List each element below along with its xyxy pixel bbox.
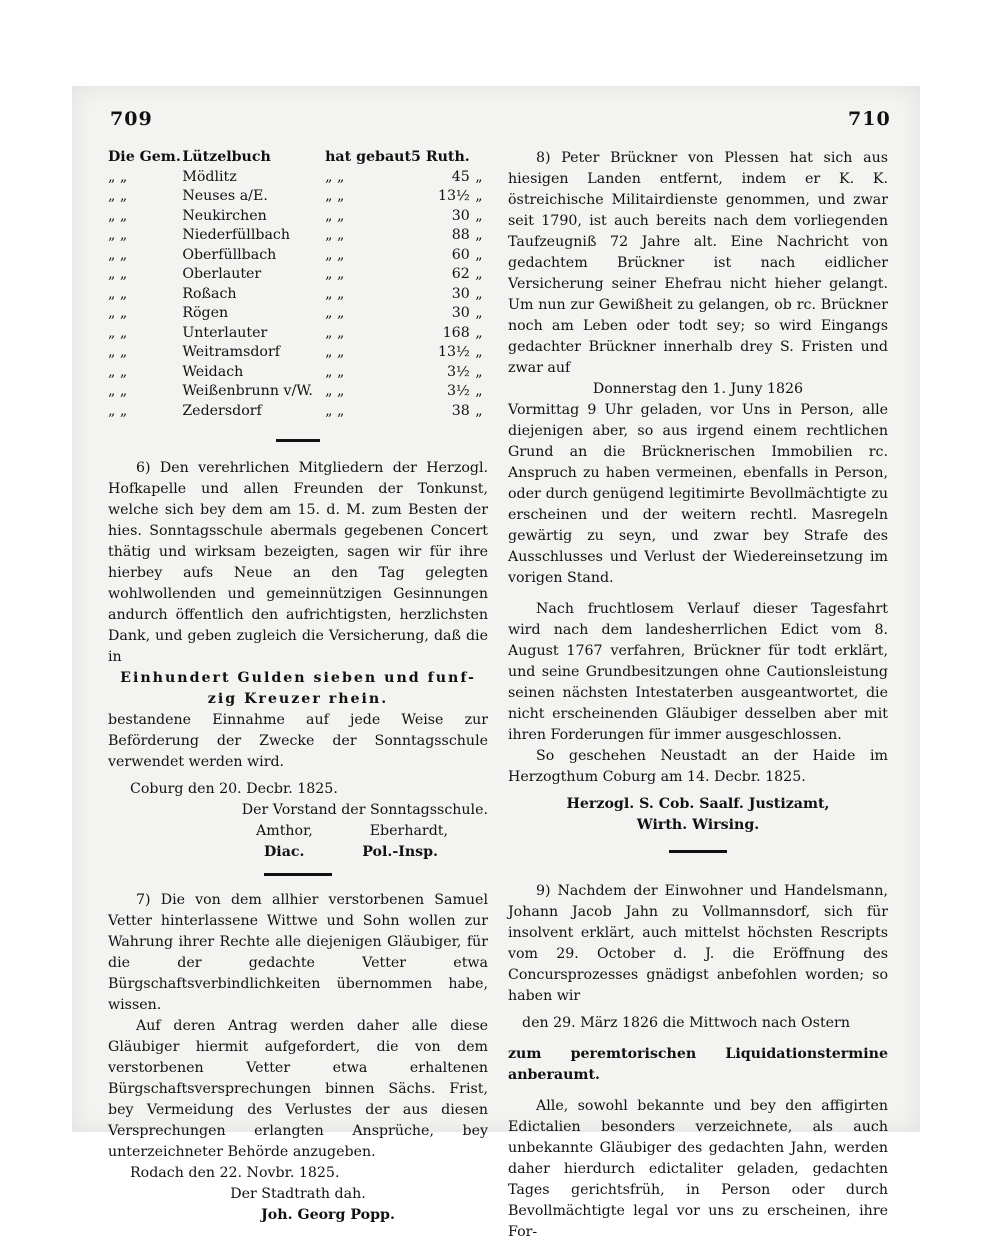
signer-title: Pol.-Insp. (362, 844, 438, 860)
table-header-cell: 5 Ruth. (411, 149, 470, 165)
section-7-paragraph-2: Auf deren Antrag werden daher alle diese Gläubiger hiermit aufgefordert, die von dem verstorbenen Vetter etwa erhaltenen Bürgschaftsversprechungen binnen Sächs. Frist, bey Vermeidung des Verlustes der aus diesen Versprechungen erlangten Ansprüche, bey unterzeichneter Behörde anzugeben. (108, 1018, 488, 1160)
table-cell: „ „ (325, 246, 345, 263)
table-cell: „ (475, 324, 483, 341)
section-6-signatures (108, 821, 488, 842)
table-row (108, 168, 488, 188)
table-header-cell: Die Gem. (108, 149, 181, 165)
section-8-paragraph: 8) Peter Brückner von Plessen hat sich aus hiesigen Landen entfernt, indem er K. K. östreichische Militairdienste genommen, und zwar seit 1790, ist auch bereits nach dem vorliegenden Taufzeugniß 72 Jahre alt. Eine Nachricht von gedachtem Brückner ist nach eidlicher Versicherung seiner Ehefrau nicht hieher gelangt. Um nun zur Gewißheit zu gelangen, ob rc. Brückner noch am Leben oder todt sey; so wird Eingangs gedachter Brückner innerhalb drey S. Fristen und zwar auf (508, 150, 888, 376)
section-8-office: Herzogl. S. Cob. Saalf. Justizamt, (566, 796, 830, 812)
left-column (108, 148, 488, 1226)
table-cell: „ „ (108, 246, 128, 263)
table-cell: 168 (442, 324, 470, 341)
table-cell: „ „ (108, 266, 128, 282)
table-cell: „ „ (325, 266, 345, 282)
section-8-date: Donnerstag den 1. Juny 1826 (592, 381, 804, 397)
table-cell: Zedersdorf (182, 402, 262, 419)
table-cell: „ (475, 207, 483, 224)
table-cell: „ „ (325, 285, 345, 302)
table-cell: 13½ (437, 344, 470, 360)
signer-name: Amthor, (256, 823, 313, 839)
table-cell: „ (475, 188, 483, 204)
section-6-sum-line-2: zig Kreuzer rhein. (207, 691, 389, 707)
table-cell: „ „ (108, 383, 128, 399)
section-6-continuation: bestandene Einnahme auf jede Weise zur Beförderung der Zwecke der Sonntagsschule verwendet werden wird. (108, 712, 488, 770)
section-6-sum-line-1: Einhundert Gulden sieben und funf- (120, 670, 476, 686)
section-7-date: Rodach den 22. Novbr. 1825. (130, 1165, 340, 1181)
left-page-number: 709 (110, 108, 153, 130)
table-row (108, 304, 488, 324)
table-cell: Oberlauter (182, 266, 262, 282)
table-cell: „ (475, 305, 483, 321)
table-cell: 3½ (446, 363, 470, 380)
table-cell: „ „ (108, 344, 128, 360)
table-cell: „ (475, 383, 483, 399)
table-cell: „ „ (325, 207, 345, 224)
table-header-cell: hat gebaut (325, 149, 412, 165)
table-cell: „ „ (325, 168, 345, 185)
table-cell: Weitramsdorf (182, 344, 281, 360)
section-8-signers: Wirth. Wirsing. (636, 817, 760, 833)
section-8-paragraph-4: So geschehen Neustadt an der Haide im Herzogthum Coburg am 14. Decbr. 1825. (508, 748, 888, 785)
table-cell: „ (475, 266, 483, 282)
table-cell: 88 (451, 227, 470, 243)
section-divider (276, 439, 320, 442)
section-7-paragraph: 7) Die von dem allhier verstorbenen Samuel Vetter hinterlassene Wittwe und Sohn wollen zur Wahrung ihrer Rechte alle diejenigen Gläubiger, für die der gedachte Vetter etwa Bürgschaftsverbindlichkeiten übernommen habe, wissen. (108, 892, 488, 1013)
table-cell: 30 (451, 285, 470, 302)
right-page-number: 710 (848, 108, 891, 130)
section-6-date: Coburg den 20. Decbr. 1825. (130, 781, 338, 797)
table-cell: Roßach (182, 285, 237, 302)
table-cell: „ „ (325, 188, 345, 204)
table-row (108, 246, 488, 266)
table-cell: „ „ (108, 207, 128, 224)
table-row (108, 382, 488, 402)
table-cell: „ „ (325, 305, 345, 321)
table-cell: „ „ (108, 285, 128, 302)
table-row (108, 324, 488, 344)
table-cell: „ (475, 344, 483, 360)
table-cell: „ „ (325, 344, 345, 360)
signer-title: Diac. (264, 844, 305, 860)
section-9-paragraph: 9) Nachdem der Einwohner und Handelsmann, Johann Jacob Jahn zu Vollmannsdorf, sich für insolvent erklärt, auch mittelst höchsten Rescripts vom 29. October d. J. die Eröffnung des Concursprozesses gnädigst anbefohlen worden; so haben wir (508, 883, 888, 1004)
table-cell: „ (475, 246, 483, 263)
table-header-row (108, 148, 488, 168)
table-cell: 60 (451, 246, 470, 263)
table-cell: „ (475, 168, 483, 185)
right-column (508, 148, 888, 1243)
section-7-council: Der Stadtrath dah. (230, 1186, 366, 1202)
section-9-date: den 29. März 1826 die Mittwoch nach Ostern (522, 1015, 850, 1031)
table-cell: „ „ (108, 188, 128, 204)
section-divider (669, 850, 727, 853)
table-cell: Unterlauter (182, 324, 268, 341)
section-6-board: Der Vorstand der Sonntagsschule. (241, 802, 488, 818)
signer-name: Eberhardt, (369, 823, 448, 839)
table-cell: „ „ (325, 383, 345, 399)
section-8-paragraph-2: Vormittag 9 Uhr geladen, vor Uns in Person, alle diejenigen aber, so aus irgend einem rechtlichen Grund an die Brücknerischen Immobilien rc. Anspruch zu haben vermeinen, ebenfalls in Person, oder durch genügend legitimirte Bevollmächtigte zu erscheinen und der weitern rechtl. Masregeln gewärtig zu seyn, und zwar bey Strafe des Ausschlusses und Verlust der Wiedereinsetzung im vorigen Stand. (508, 402, 888, 586)
table-cell: Niederfüllbach (182, 227, 291, 243)
table-row (108, 187, 488, 207)
construction-table (108, 148, 488, 421)
table-cell: Weidach (182, 363, 244, 380)
table-cell: Neukirchen (182, 207, 267, 224)
section-7-signer: Joh. Georg Popp. (261, 1207, 395, 1223)
table-cell: Mödlitz (182, 168, 237, 185)
table-row (108, 343, 488, 363)
table-cell: „ (475, 285, 483, 302)
table-cell: „ „ (108, 324, 128, 341)
table-cell: 30 (451, 207, 470, 224)
table-cell: Oberfüllbach (182, 246, 277, 263)
table-cell: „ (475, 402, 483, 419)
table-cell: „ „ (325, 402, 345, 419)
section-6-paragraph: 6) Den verehrlichen Mitgliedern der Herzogl. Hofkapelle und allen Freunden der Tonkunst, welche sich bey dem am 15. d. M. zum Besten der hies. Sonntagsschule abermals gegebenen Concert thätig und wirksam bezeigten, sagen wir für ihre hierbey aufs Neue an den Tag gelegten wohlwollenden und gemeinnützigen Gesinnungen andurch öffentlich den aufrichtigsten, herzlichsten Dank, und geben zugleich die Versicherung, daß die in (108, 460, 488, 665)
table-row (108, 363, 488, 383)
table-cell: 3½ (446, 383, 470, 399)
table-cell: 45 (451, 168, 470, 185)
table-cell: „ „ (108, 363, 128, 380)
section-8-paragraph-3: Nach fruchtlosem Verlauf dieser Tagesfahrt wird nach dem landesherrlichen Edict vom 8. August 1767 verfahren, Brückner für todt erklärt, und seine Grundbesitzungen ohne Cautionsleistung seinen nächsten Intestaterben ausgeantwortet, die nicht erscheinenden Gläubiger desselben aber mit ihren Forderungen für immer ausgeschlossen. (508, 601, 888, 743)
table-header-cell: Lützelbuch (182, 149, 271, 165)
table-row (108, 285, 488, 305)
section-divider (264, 873, 332, 876)
table-row (108, 226, 488, 246)
table-cell: 30 (451, 305, 470, 321)
section-6-titles (108, 842, 488, 863)
table-cell: „ „ (325, 363, 345, 380)
table-cell: Neuses a/E. (182, 188, 268, 204)
table-cell: „ (475, 363, 483, 380)
section-9-paragraph-2: zum peremtorischen Liquidationstermine anberaumt. (508, 1046, 888, 1083)
table-cell: „ (475, 227, 483, 243)
table-cell: 62 (451, 266, 470, 282)
table-cell: 38 (451, 402, 470, 419)
table-cell: Rögen (182, 305, 229, 321)
table-row (108, 265, 488, 285)
table-row (108, 402, 488, 422)
table-cell: 13½ (437, 188, 470, 204)
section-9-paragraph-3: Alle, sowohl bekannte und bey den affigirten Edictalien besonders verzeichnete, als auch unbekannte Gläubiger des gedachten Jahn, werden daher hierdurch edictaliter geladen, gedachten Tages gerichtsfrüh, in Person oder durch Bevollmächtigte legal vor uns zu erscheinen, ihre For- (508, 1098, 888, 1240)
table-cell: „ „ (108, 305, 128, 321)
table-cell: „ „ (325, 324, 345, 341)
table-cell: „ „ (108, 227, 128, 243)
table-cell: Weißenbrunn v/W. (182, 383, 313, 399)
table-cell: „ „ (108, 168, 128, 185)
table-cell: „ „ (325, 227, 345, 243)
table-row (108, 207, 488, 227)
table-cell: „ „ (108, 402, 128, 419)
table-header-cell (470, 148, 488, 168)
